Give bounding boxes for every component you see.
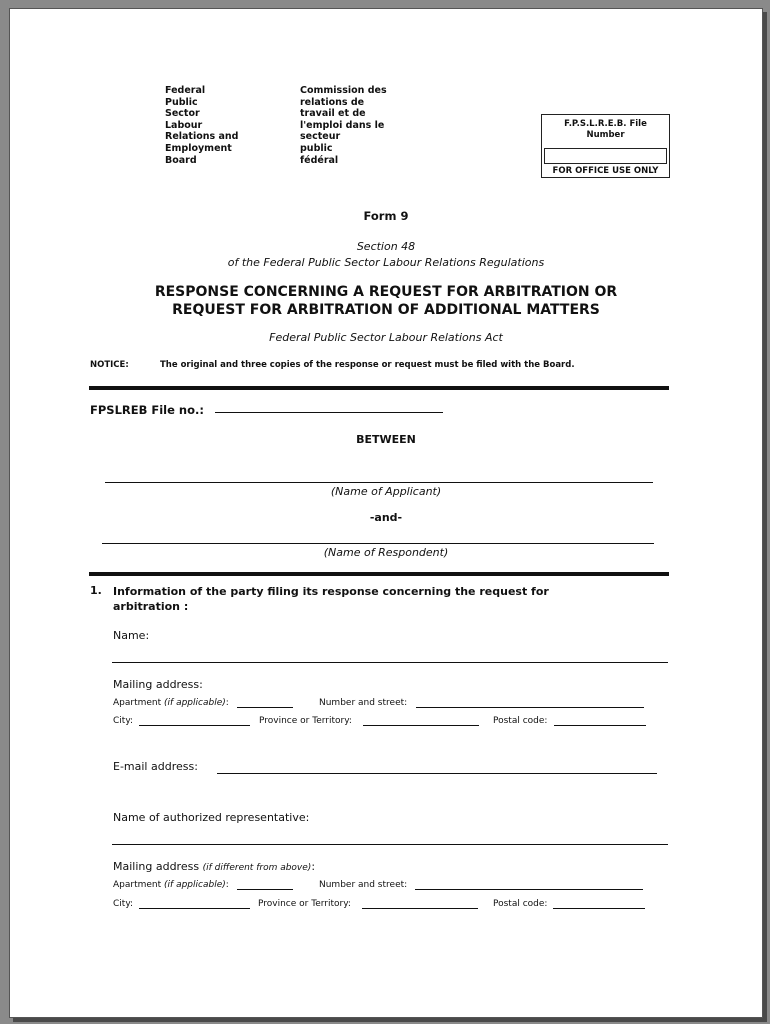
apartment-label: Apartment (if applicable):	[113, 698, 229, 708]
file-no-field[interactable]	[215, 402, 443, 413]
representative-label: Name of authorized representative:	[113, 811, 310, 824]
respondent-caption: (Name of Respondent)	[323, 546, 449, 559]
divider-rule	[89, 572, 669, 576]
board-name-english: Federal Public Sector Labour Relations and Employment Board	[165, 85, 239, 166]
form-title-line1: RESPONSE CONCERNING A REQUEST FOR ARBITRATION OR	[154, 284, 618, 300]
province-field[interactable]	[363, 715, 479, 726]
divider-rule	[89, 386, 669, 390]
form-title-line2: REQUEST FOR ARBITRATION OF ADDITIONAL MATTERS	[172, 302, 600, 318]
section1-number: 1.	[90, 584, 102, 597]
form-number: Form 9	[363, 209, 409, 223]
province-label: Province or Territory:	[258, 899, 351, 909]
number-street-field[interactable]	[415, 879, 643, 890]
name-label: Name:	[113, 629, 150, 642]
mailing-address-2-label: Mailing address (if different from above):	[113, 860, 316, 873]
email-field[interactable]	[217, 763, 657, 774]
section1-heading: Information of the party filing its response concerning the request for arbitration :	[113, 585, 549, 613]
notice-text: The original and three copies of the response or request must be filed with the Board.	[160, 360, 575, 370]
mailing-address-label: Mailing address:	[113, 678, 203, 691]
applicant-caption: (Name of Applicant)	[330, 485, 442, 498]
city-field[interactable]	[139, 715, 250, 726]
notice-label: NOTICE:	[90, 360, 129, 370]
city-field[interactable]	[139, 898, 250, 909]
respondent-name-field[interactable]	[102, 533, 654, 544]
apartment-field[interactable]	[237, 879, 293, 890]
apartment-label: Apartment (if applicable):	[113, 880, 229, 890]
postal-code-label: Postal code:	[493, 716, 548, 726]
apartment-field[interactable]	[237, 697, 293, 708]
email-label: E-mail address:	[113, 760, 198, 773]
name-field[interactable]	[112, 652, 668, 663]
representative-field[interactable]	[112, 834, 668, 845]
file-box-title: F.P.S.L.R.E.B. File Number	[564, 119, 647, 140]
office-file-number-box	[541, 114, 670, 178]
office-file-number-field	[544, 148, 667, 164]
between-label: BETWEEN	[356, 433, 416, 446]
form-page	[9, 8, 763, 1018]
form-act: Federal Public Sector Labour Relations Act	[269, 331, 503, 344]
board-name-french: Commission des relations de travail et de l'emploi dans le secteur public fédéral	[300, 85, 387, 166]
form-regulation: of the Federal Public Sector Labour Relations Regulations	[227, 256, 545, 269]
province-label: Province or Territory:	[259, 716, 352, 726]
postal-code-field[interactable]	[553, 898, 645, 909]
and-label: -and-	[369, 511, 403, 524]
number-street-label: Number and street:	[319, 698, 408, 708]
applicant-name-field[interactable]	[105, 472, 653, 483]
city-label: City:	[113, 716, 134, 726]
province-field[interactable]	[362, 898, 478, 909]
city-label: City:	[113, 899, 134, 909]
file-no-label: FPSLREB File no.:	[90, 403, 204, 417]
postal-code-field[interactable]	[554, 715, 646, 726]
postal-code-label: Postal code:	[493, 899, 548, 909]
number-street-label: Number and street:	[319, 880, 408, 890]
number-street-field[interactable]	[416, 697, 644, 708]
file-box-footer: FOR OFFICE USE ONLY	[552, 166, 659, 176]
form-section: Section 48	[356, 240, 416, 253]
